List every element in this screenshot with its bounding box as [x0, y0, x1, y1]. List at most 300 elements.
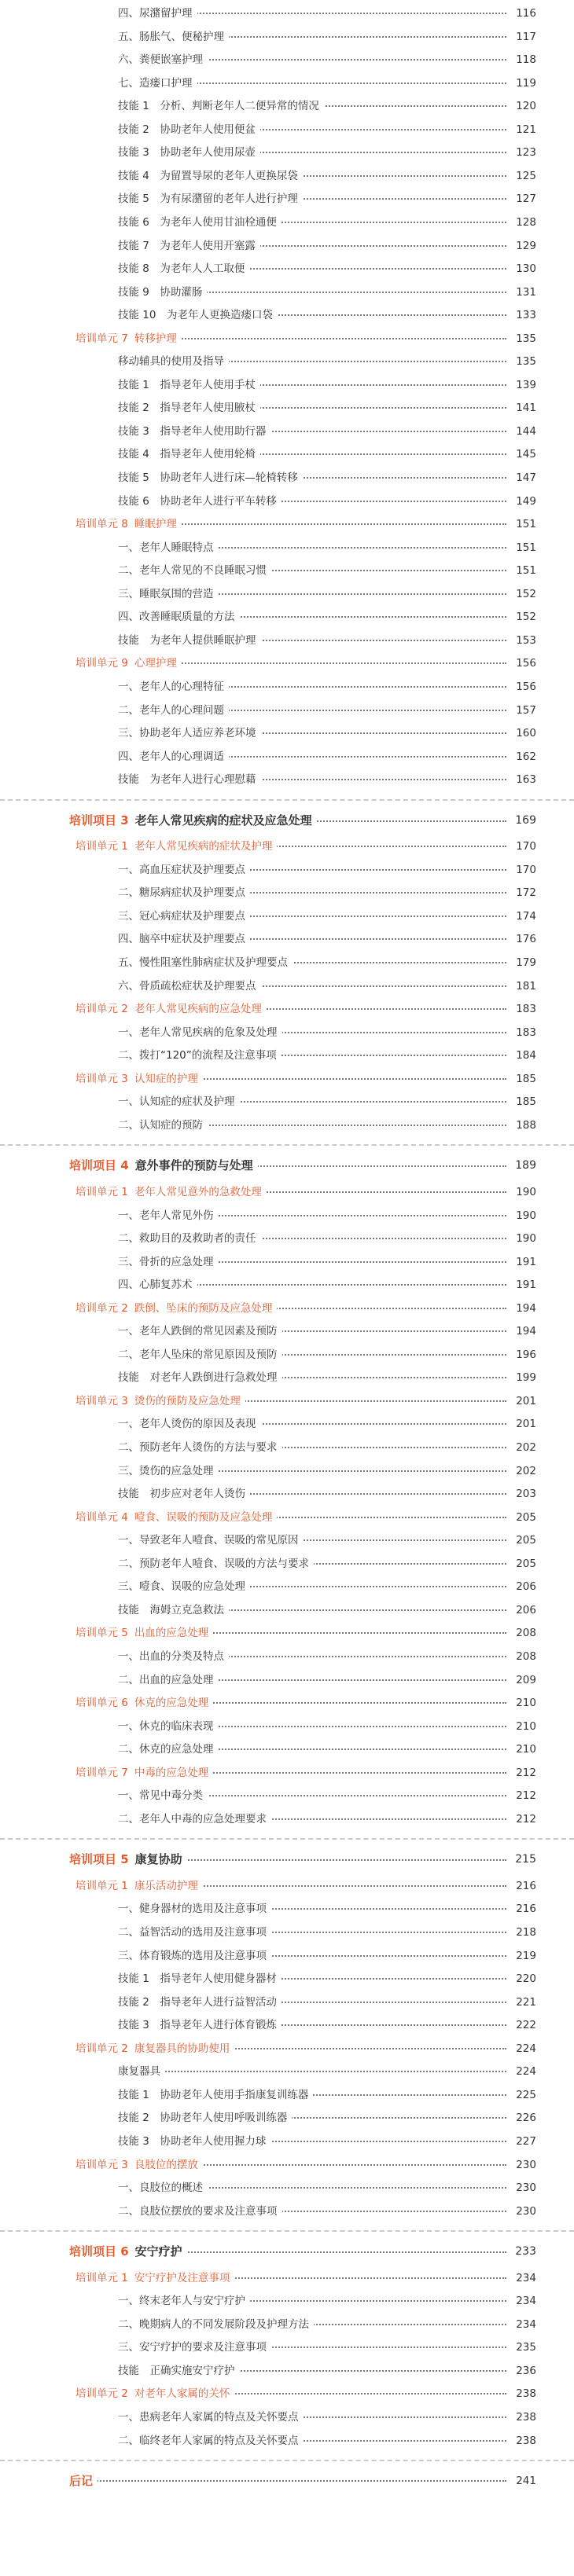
toc-entry-skill[interactable]	[0, 2083, 574, 2107]
toc-entry-unit[interactable]	[0, 997, 574, 1021]
toc-entry-label	[118, 605, 240, 629]
toc-entry-label	[118, 48, 208, 72]
toc-entry-item[interactable]	[0, 675, 574, 699]
toc-entry-number: 培训单元 1	[75, 1185, 128, 1198]
toc-entry-item[interactable]	[0, 1021, 574, 1044]
toc-entry-page: 127	[516, 193, 536, 206]
toc-entry-item[interactable]	[0, 1044, 574, 1067]
toc-entry-number: 培训单元 1	[75, 1879, 128, 1892]
toc-entry-title: 三、烫伤的应急处理	[118, 1464, 214, 1477]
toc-entry-item[interactable]	[0, 605, 574, 629]
toc-entry-item[interactable]	[0, 927, 574, 951]
toc-entry-title: 技能 9 协助灌肠	[118, 285, 203, 299]
toc-entry-item[interactable]	[0, 2313, 574, 2336]
toc-entry-label	[69, 1848, 187, 1871]
toc-entry-item[interactable]	[0, 1921, 574, 1944]
toc-entry-unit[interactable]	[0, 1389, 574, 1413]
toc-entry-label	[118, 350, 229, 373]
toc-entry-item[interactable]	[0, 1204, 574, 1227]
toc-entry-title: 技能 为老年人进行心理慰藉	[118, 773, 256, 787]
toc-entry-number: 培训单元 8	[75, 518, 128, 531]
toc-entry-number: 培训单元 1	[75, 840, 128, 853]
toc-entry-item[interactable]	[0, 582, 574, 606]
toc-entry-skill[interactable]	[0, 629, 574, 652]
toc-entry-item[interactable]	[0, 1645, 574, 1668]
toc-entry-label	[118, 2060, 165, 2083]
toc-entry-item[interactable]	[0, 951, 574, 974]
toc-entry-item[interactable]	[0, 2200, 574, 2223]
toc-entry-label	[118, 2405, 304, 2429]
toc-entry-skill[interactable]	[0, 94, 574, 118]
toc-entry-item[interactable]	[0, 858, 574, 882]
toc-entry-skill[interactable]	[0, 164, 574, 188]
toc-entry-page: 151	[516, 518, 536, 531]
toc-entry-title: 三、安宁疗护的要求及注意事项	[118, 2341, 267, 2354]
toc-entry-title: 二、益智活动的选用及注意事项	[118, 1926, 267, 1939]
toc-entry-project[interactable]	[0, 1848, 574, 1871]
toc-entry-title: 移动辅具的使用及指导	[118, 355, 224, 369]
toc-entry-skill[interactable]	[0, 141, 574, 164]
toc-entry-label	[118, 1204, 219, 1227]
toc-entry-title: 七、造瘘口护理	[118, 76, 193, 90]
toc-entry-item[interactable]	[0, 1090, 574, 1114]
toc-entry-unit[interactable]	[0, 1180, 574, 1204]
toc-entry-unit[interactable]	[0, 2382, 574, 2405]
toc-entry-skill[interactable]	[0, 2359, 574, 2383]
toc-entry-title: 技能 1 分析、判断老年人二便异常的情况	[118, 100, 319, 113]
toc-entry-title: 二、救助目的及救助者的责任	[118, 1232, 256, 1246]
toc-entry-unit[interactable]	[0, 1874, 574, 1898]
toc-entry-skill[interactable]	[0, 1967, 574, 1991]
toc-entry-number: 培训单元 9	[75, 657, 128, 670]
toc-entry-page: 162	[516, 750, 536, 763]
toc-entry-label	[118, 2289, 250, 2313]
toc-entry-unit[interactable]	[0, 1691, 574, 1715]
toc-entry-label	[75, 1874, 203, 1898]
toc-entry-unit[interactable]	[0, 2153, 574, 2177]
toc-entry-title: 康复协助	[134, 1852, 182, 1867]
toc-entry-item[interactable]	[0, 721, 574, 745]
toc-entry-skill[interactable]	[0, 281, 574, 304]
toc-entry-label	[118, 2083, 313, 2107]
toc-entry-title: 技能 8 为老年人人工取便	[118, 262, 245, 276]
toc-entry-page: 160	[516, 727, 536, 740]
toc-entry-title: 技能 2 协助老年人使用呼吸训练器	[118, 2112, 288, 2125]
toc-entry-label	[118, 164, 303, 188]
toc-entry-page: 185	[516, 1095, 536, 1109]
toc-entry-title: 三、体育锻炼的选用及注意事项	[118, 1949, 267, 1962]
toc-entry-title: 技能 10 为老年人更换造瘘口袋	[118, 309, 273, 322]
toc-entry-page: 149	[516, 494, 536, 508]
toc-entry-skill[interactable]	[0, 490, 574, 513]
toc-entry-label	[69, 2469, 98, 2493]
toc-entry-label	[118, 1715, 219, 1738]
toc-entry-label	[118, 1366, 282, 1389]
toc-entry-page: 233	[515, 2245, 536, 2259]
toc-entry-page: 131	[516, 285, 536, 299]
toc-entry-page: 189	[515, 1159, 536, 1172]
toc-entry-number: 培训项目 5	[69, 1852, 129, 1867]
toc-entry-item[interactable]	[0, 2429, 574, 2453]
toc-entry-page: 172	[516, 886, 536, 900]
toc-entry-title: 噎食、误吸的预防及应急处理	[134, 1510, 273, 1524]
toc-entry-label	[118, 1897, 271, 1921]
toc-entry-label	[118, 466, 303, 490]
toc-entry-label	[118, 72, 197, 95]
toc-entry-label	[75, 1180, 267, 1204]
toc-entry-title: 康复器具的协助使用	[134, 2042, 230, 2055]
toc-entry-label	[118, 629, 261, 652]
toc-entry-item[interactable]	[0, 1114, 574, 1137]
toc-entry-page: 230	[516, 2204, 536, 2218]
toc-entry-label	[118, 1412, 261, 1436]
toc-entry-unit[interactable]	[0, 327, 574, 350]
toc-entry-item[interactable]	[0, 536, 574, 560]
toc-entry-unit[interactable]	[0, 835, 574, 858]
toc-entry-label	[118, 699, 229, 722]
toc-entry-label	[118, 1114, 208, 1137]
toc-entry-title: 技能 1 指导老年人使用手杖	[118, 378, 256, 391]
toc-entry-title: 老年人常见意外的急救处理	[134, 1185, 262, 1198]
toc-entry-unit[interactable]	[0, 2037, 574, 2060]
toc-entry-number: 培训单元 3	[75, 2158, 128, 2171]
toc-entry-page: 202	[516, 1464, 536, 1477]
toc-entry-page: 230	[516, 2182, 536, 2195]
toc-entry-page: 141	[516, 402, 536, 415]
toc-entry-label	[118, 675, 229, 699]
toc-entry-page: 135	[516, 332, 536, 345]
toc-entry-title: 三、睡眠氛围的营造	[118, 587, 214, 600]
toc-entry-page: 144	[516, 424, 536, 438]
toc-entry-unit[interactable]	[0, 1067, 574, 1091]
toc-entry-label	[118, 281, 207, 304]
toc-entry-title: 一、患病老年人家属的特点及关怀要点	[118, 2411, 299, 2424]
toc-entry-skill[interactable]	[0, 420, 574, 443]
toc-entry-item[interactable]	[0, 1250, 574, 1274]
toc-entry-page: 190	[516, 1185, 536, 1198]
toc-entry-label	[75, 835, 277, 858]
toc-entry-skill[interactable]	[0, 234, 574, 258]
toc-entry-number: 培训项目 6	[69, 2244, 129, 2259]
toc-entry-label	[118, 1482, 250, 1506]
toc-entry-label	[75, 1389, 245, 1413]
toc-entry-label	[75, 997, 267, 1021]
toc-entry-page: 202	[516, 1441, 536, 1454]
toc-entry-item[interactable]	[0, 1944, 574, 1968]
toc-entry-title: 二、糖尿病症状及护理要点	[118, 886, 245, 900]
toc-entry-item[interactable]	[0, 1227, 574, 1250]
toc-entry-item[interactable]	[0, 745, 574, 769]
toc-entry-label	[118, 1090, 240, 1114]
toc-entry-page: 234	[516, 2317, 536, 2331]
toc-entry-page: 216	[516, 1879, 536, 1892]
toc-entry-skill[interactable]	[0, 211, 574, 234]
toc-entry-page: 190	[516, 1232, 536, 1246]
toc-entry-label	[75, 1691, 213, 1715]
toc-entry-page: 209	[516, 1673, 536, 1686]
toc-entry-label	[118, 1343, 282, 1367]
dot-leader	[72, 2480, 506, 2482]
toc-entry-item[interactable]	[0, 48, 574, 72]
toc-entry-item[interactable]	[0, 1552, 574, 1576]
toc-entry-title: 技能 3 指导老年人使用助行器	[118, 424, 267, 438]
toc-entry-skill[interactable]	[0, 768, 574, 791]
toc-entry-number: 培训单元 5	[75, 1627, 128, 1640]
toc-entry-title: 三、噎食、误吸的应急处理	[118, 1580, 245, 1594]
toc-entry-page: 219	[516, 1949, 536, 1962]
toc-entry-page: 205	[516, 1534, 536, 1547]
toc-entry-page: 145	[516, 448, 536, 461]
toc-entry-item[interactable]	[0, 1459, 574, 1483]
toc-entry-page: 236	[516, 2364, 536, 2377]
toc-entry-title: 技能 海姆立克急救法	[118, 1603, 224, 1616]
toc-entry-page: 230	[516, 2158, 536, 2171]
toc-entry-item[interactable]	[0, 1668, 574, 1692]
toc-entry-label	[118, 927, 250, 951]
toc-entry-title: 技能 1 指导老年人使用健身器材	[118, 1972, 277, 1986]
toc-entry-item[interactable]	[0, 25, 574, 49]
toc-entry-page: 152	[516, 611, 536, 624]
toc-entry-item[interactable]	[0, 2, 574, 25]
toc-entry-page: 194	[516, 1301, 536, 1315]
toc-entry-label	[118, 211, 281, 234]
toc-entry-page: 123	[516, 146, 536, 160]
toc-entry-title: 后记	[69, 2474, 94, 2489]
toc-entry-page: 234	[516, 2271, 536, 2284]
toc-entry-skill[interactable]	[0, 1991, 574, 2014]
toc-entry-label	[118, 1227, 261, 1250]
toc-entry-title: 三、协助老年人适应养老环境	[118, 727, 256, 740]
toc-entry-page: 199	[516, 1371, 536, 1385]
toc-entry-number: 培训单元 3	[75, 1072, 128, 1085]
toc-entry-title: 技能 对老年人跌倒进行急救处理	[118, 1371, 278, 1385]
toc-entry-label	[118, 858, 250, 882]
toc-entry-skill[interactable]	[0, 396, 574, 420]
toc-entry-skill[interactable]	[0, 2013, 574, 2037]
toc-entry-item[interactable]	[0, 881, 574, 905]
toc-entry-title: 一、认知症的症状及护理	[118, 1095, 235, 1109]
toc-entry-label	[75, 2382, 234, 2405]
toc-entry-label	[118, 25, 229, 49]
toc-entry-number: 培训项目 3	[69, 813, 129, 827]
toc-entry-page: 151	[516, 564, 536, 578]
toc-entry-page: 121	[516, 123, 536, 136]
toc-entry-item[interactable]	[0, 72, 574, 95]
toc-entry-title: 康复器具	[118, 2065, 160, 2079]
toc-entry-page: 201	[516, 1418, 536, 1431]
toc-entry-project[interactable]	[0, 2240, 574, 2263]
toc-entry-label	[118, 2106, 292, 2130]
toc-entry-unit[interactable]	[0, 1621, 574, 1645]
toc-entry-label	[75, 1506, 277, 1529]
toc-entry-item[interactable]	[0, 1575, 574, 1598]
toc-entry-page: 179	[516, 956, 536, 969]
toc-entry-title: 一、导致老年人噎食、误吸的常见原因	[118, 1534, 299, 1547]
toc-entry-number: 培训单元 2	[75, 2387, 128, 2401]
toc-entry-number: 培训单元 7	[75, 332, 128, 345]
toc-entry-item[interactable]	[0, 350, 574, 373]
toc-entry-item[interactable]	[0, 2336, 574, 2359]
toc-entry-page: 153	[516, 633, 536, 647]
toc-entry-title: 出血的应急处理	[134, 1627, 209, 1640]
toc-entry-label	[75, 1761, 213, 1785]
toc-entry-page: 210	[516, 1697, 536, 1710]
toc-entry-unit[interactable]	[0, 512, 574, 536]
toc-entry-item[interactable]	[0, 974, 574, 998]
toc-entry-title: 认知症的护理	[134, 1072, 198, 1085]
toc-entry-label	[118, 442, 260, 466]
toc-entry-item[interactable]	[0, 2060, 574, 2083]
toc-entry-label	[118, 187, 303, 211]
toc-entry-item[interactable]	[0, 1343, 574, 1367]
toc-entry-skill[interactable]	[0, 2106, 574, 2130]
toc-entry-page: 181	[516, 979, 536, 993]
toc-entry-item[interactable]	[0, 1715, 574, 1738]
toc-entry-label	[118, 2200, 282, 2223]
toc-entry-title: 一、高血压症状及护理要点	[118, 863, 245, 876]
toc-entry-item[interactable]	[0, 1738, 574, 1761]
toc-entry-unit[interactable]	[0, 1761, 574, 1785]
toc-entry-title: 技能 5 为有尿潴留的老年人进行护理	[118, 193, 298, 206]
toc-entry-item[interactable]	[0, 1528, 574, 1552]
toc-entry-unit[interactable]	[0, 1506, 574, 1529]
dot-leader	[121, 2071, 506, 2072]
toc-entry-postscript[interactable]	[0, 2469, 574, 2493]
toc-entry-label	[118, 951, 293, 974]
toc-entry-label	[118, 1944, 271, 1968]
toc-entry-label	[75, 1067, 203, 1091]
toc-entry-label	[118, 768, 261, 791]
toc-entry-label	[118, 1784, 208, 1807]
toc-entry-skill[interactable]	[0, 303, 574, 327]
toc-entry-title: 技能 3 协助老年人使用握力球	[118, 2134, 267, 2148]
toc-entry-project[interactable]	[0, 809, 574, 832]
toc-entry-unit[interactable]	[0, 651, 574, 675]
toc-entry-title: 良肢位的摆放	[134, 2158, 198, 2171]
toc-entry-item[interactable]	[0, 1273, 574, 1297]
toc-entry-label	[69, 809, 317, 832]
toc-entry-item[interactable]	[0, 1784, 574, 1807]
toc-entry-label	[118, 905, 250, 928]
toc-entry-skill[interactable]	[0, 187, 574, 211]
toc-entry-title: 二、晚期病人的不同发展阶段及护理方法	[118, 2317, 309, 2331]
toc-entry-title: 对老年人家属的关怀	[134, 2387, 230, 2401]
toc-entry-skill[interactable]	[0, 2130, 574, 2153]
toc-entry-item[interactable]	[0, 699, 574, 722]
toc-entry-page: 220	[516, 1972, 536, 1986]
toc-entry-page: 241	[516, 2475, 536, 2488]
toc-entry-title: 意外事件的预防与处理	[134, 1158, 253, 1173]
toc-entry-project[interactable]	[0, 1154, 574, 1177]
toc-entry-skill[interactable]	[0, 118, 574, 141]
toc-entry-item[interactable]	[0, 905, 574, 928]
toc-entry-title: 一、老年人睡眠特点	[118, 541, 214, 554]
toc-entry-page: 183	[516, 1003, 536, 1016]
toc-entry-title: 一、健身器材的选用及注意事项	[118, 1903, 267, 1916]
toc-entry-title: 三、冠心病症状及护理要点	[118, 909, 245, 923]
toc-entry-page: 184	[516, 1049, 536, 1062]
toc-entry-item[interactable]	[0, 1807, 574, 1831]
toc-entry-title: 二、良肢位摆放的要求及注意事项	[118, 2204, 278, 2218]
toc-entry-title: 烫伤的预防及应急处理	[134, 1394, 241, 1407]
toc-entry-title: 一、终末老年人与安宁疗护	[118, 2295, 245, 2308]
toc-entry-page: 128	[516, 215, 536, 229]
toc-entry-title: 二、休克的应急处理	[118, 1743, 214, 1756]
toc-entry-label	[118, 1021, 282, 1044]
toc-entry-item[interactable]	[0, 1319, 574, 1343]
toc-entry-item[interactable]	[0, 1436, 574, 1459]
toc-entry-title: 一、出血的分类及特点	[118, 1649, 224, 1663]
toc-entry-skill[interactable]	[0, 1598, 574, 1622]
toc-entry-item[interactable]	[0, 2176, 574, 2200]
toc-entry-page: 226	[516, 2112, 536, 2125]
toc-entry-title: 休克的应急处理	[134, 1697, 209, 1710]
toc-entry-page: 188	[516, 1118, 536, 1132]
toc-entry-page: 176	[516, 933, 536, 946]
toc-entry-label	[118, 94, 324, 118]
toc-entry-label	[118, 1319, 282, 1343]
toc-entry-label	[118, 234, 260, 258]
toc-entry-unit[interactable]	[0, 2266, 574, 2290]
toc-entry-page: 196	[516, 1348, 536, 1361]
toc-entry-page: 206	[516, 1580, 536, 1594]
toc-entry-label	[118, 1921, 271, 1944]
toc-entry-skill[interactable]	[0, 257, 574, 281]
toc-entry-page: 203	[516, 1488, 536, 1501]
toc-entry-page: 135	[516, 355, 536, 369]
toc-entry-label	[118, 141, 260, 164]
toc-entry-skill[interactable]	[0, 442, 574, 466]
toc-entry-title: 老年人常见疾病的症状及应急处理	[134, 813, 312, 827]
toc-entry-label	[118, 1598, 229, 1622]
toc-entry-label	[118, 974, 261, 998]
toc-entry-unit[interactable]	[0, 1297, 574, 1320]
toc-entry-item[interactable]	[0, 2289, 574, 2313]
toc-entry-skill[interactable]	[0, 373, 574, 397]
toc-entry-title: 二、临终老年人家属的特点及关怀要点	[118, 2434, 299, 2447]
toc-entry-title: 技能 6 协助老年人进行平车转移	[118, 494, 277, 508]
toc-entry-label	[118, 2130, 270, 2153]
toc-entry-item[interactable]	[0, 2405, 574, 2429]
toc-entry-skill[interactable]	[0, 466, 574, 490]
toc-entry-skill[interactable]	[0, 1482, 574, 1506]
toc-entry-title: 一、老年人常见外伤	[118, 1209, 214, 1222]
toc-entry-title: 老年人常见疾病的应急处理	[134, 1003, 262, 1016]
toc-entry-page: 185	[516, 1072, 536, 1085]
toc-entry-label	[75, 1297, 277, 1320]
toc-entry-label	[118, 2, 197, 25]
toc-entry-page: 221	[516, 1995, 536, 2009]
toc-entry-title: 二、出血的应急处理	[118, 1673, 214, 1686]
toc-entry-item[interactable]	[0, 1897, 574, 1921]
toc-entry-number: 培训单元 2	[75, 2042, 128, 2055]
toc-entry-page: 170	[516, 840, 536, 853]
toc-entry-item[interactable]	[0, 559, 574, 582]
toc-entry-page: 222	[516, 2019, 536, 2032]
toc-entry-skill[interactable]	[0, 1366, 574, 1389]
toc-entry-page: 212	[516, 1812, 536, 1826]
toc-entry-number: 培训单元 2	[75, 1003, 128, 1016]
toc-entry-label	[75, 1621, 213, 1645]
toc-entry-item[interactable]	[0, 1412, 574, 1436]
toc-entry-label	[118, 1459, 219, 1483]
toc-entry-title: 技能 6 为老年人使用甘油栓通便	[118, 215, 277, 229]
toc-entry-page: 190	[516, 1209, 536, 1222]
toc-entry-page: 224	[516, 2042, 536, 2055]
toc-entry-page: 191	[516, 1279, 536, 1292]
toc-entry-label	[118, 373, 260, 397]
toc-entry-title: 技能 3 指导老年人进行体育锻炼	[118, 2019, 277, 2032]
